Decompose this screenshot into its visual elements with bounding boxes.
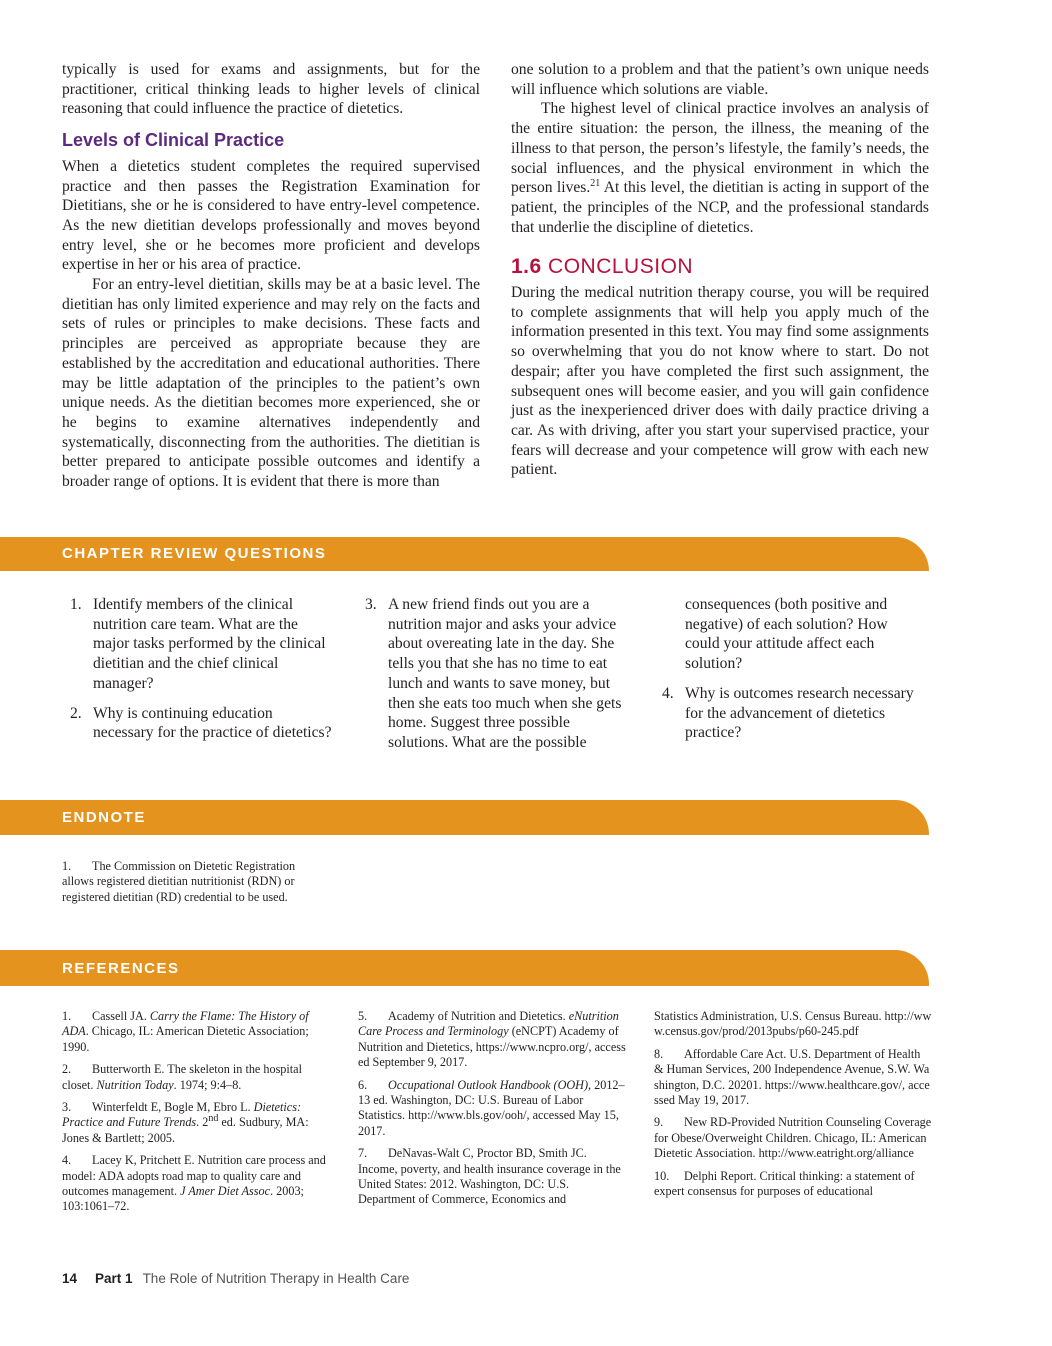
- section-number: 1.6: [511, 255, 542, 279]
- reference-number: 3.: [62, 1100, 72, 1115]
- paragraph: For an entry-level dietitian, skills may be at a basic level. The dietitian has only limited experience and may rely on the facts and sets of rules or principles to make decisions. These facts and principles are perceived as appropriate because they are established by the accreditation and educational authorities. There may be little adaptation of the principles to the patient’s own unique needs. As the dietitian becomes more experienced, she or he begins to examine alternatives independently and systematically, disconnecting from the authorities. The dietitian is better prepared to anticipate possible outcomes and identify a broader range of options. It is evident that there is more than: [62, 276, 480, 491]
- review-question: [365, 595, 627, 753]
- paragraph: During the medical nutrition therapy course, you will be required to complete assignments that will help you apply much of the information presented in this text. You may find some assignments so overwhelming that you do not know where to start. Do not despair; after you have completed the first such assignment, the subsequent ones will become easier, and you will gain confidence just as the inexperienced driver does with daily practice driving a car. As with driving, after you start your supervised practice, your fears will decrease and your competence will grow with each new patient.: [511, 284, 929, 479]
- conclusion-heading: [511, 257, 929, 277]
- paragraph-text: At this level, the dietitian is acting in support of the patient, the principles of the NCP, and the professional standards that underlie the discipline of dietetics.: [511, 179, 930, 236]
- reference-continuation: Statistics Administration, U.S. Census Bureau. http://www.census.gov/prod/2013pubs/p60-245.pdf: [654, 1009, 932, 1039]
- reference-item: [62, 1153, 332, 1215]
- reference-title: Dietetics: Practice and Future Trends: [62, 1100, 302, 1130]
- reference-number: 5.: [358, 1009, 368, 1023]
- endnote-body: The Commission on Dietetic Registration allows registered dietitian nutritionist (RDN) or registered dietitian (RD) credential to be used.: [62, 859, 296, 904]
- reference-text: . Chicago, IL: American Dietetic Association; 1990.: [62, 1024, 309, 1054]
- reference-title: J Amer Diet Assoc: [180, 1184, 271, 1199]
- reference-item: [358, 1009, 628, 1071]
- review-question: [70, 704, 332, 743]
- reference-title: Nutrition Today: [96, 1077, 174, 1092]
- reference-text: Cassell JA.: [92, 1009, 150, 1023]
- reference-number: 4.: [62, 1153, 72, 1168]
- reference-title: Carry the Flame: The History of ADA: [62, 1009, 309, 1039]
- paragraph: typically is used for exams and assignments, but for the practitioner, critical thinking leads to higher levels of clinical reasoning that could influence the practice of dietetics.: [62, 61, 480, 118]
- review-column-3: [662, 595, 924, 753]
- section-title: CONCLUSION: [548, 255, 694, 279]
- endnote-number: 1.: [62, 859, 72, 873]
- page-footer: [62, 1271, 409, 1286]
- reference-text: Winterfeldt E, Bogle M, Ebro L.: [92, 1100, 254, 1115]
- reference-title: eNutrition Care Process and Terminology: [358, 1009, 619, 1039]
- reference-item: [358, 1146, 628, 1208]
- reference-text: ed. Sudbury, MA: Jones & Bartlett; 2005.: [62, 1115, 309, 1145]
- reference-text: . 1974; 9:4–8.: [173, 1077, 242, 1092]
- section-heading: Levels of Clinical Practice: [62, 130, 285, 151]
- paragraph-text: The highest level of clinical practice involves an analysis of the entire situation: the person, the illness, the meaning of the illness to that person, the person’s lifestyle, the family’s needs, the social influences, and the physical environment in which the person lives.: [511, 100, 929, 197]
- question-number: 4.: [662, 684, 674, 702]
- reference-item: [654, 1047, 932, 1109]
- reference-item: [62, 1009, 332, 1055]
- reference-text: . 2003; 103:1061–72.: [62, 1184, 304, 1214]
- review-question: [70, 595, 332, 694]
- left-body-column: [62, 60, 480, 492]
- reference-item: [654, 1169, 932, 1200]
- reference-title: Occupational Outlook Handbook (OOH): [388, 1077, 589, 1092]
- superscript: nd: [208, 1113, 219, 1125]
- reference-number: 6.: [358, 1077, 368, 1092]
- references-column-1: [62, 1009, 332, 1222]
- review-column-2: [365, 595, 627, 763]
- question-continuation: consequences (both positive and negative) of each solution? How could your attitude affect each solution?: [685, 596, 888, 673]
- reference-text: DeNavas-Walt C, Proctor BD, Smith JC. Income, poverty, and health insurance coverage in the United States: 2012. Washington, DC: U.S. Department of Commerce, Economics and: [358, 1146, 621, 1207]
- reference-item: [62, 1100, 332, 1146]
- question-text: Identify members of the clinical nutrition care team. What are the major tasks performed by the clinical dietitian and the chief clinical manager?: [93, 596, 326, 692]
- reference-number: 8.: [654, 1046, 664, 1061]
- page-number: 14: [62, 1271, 78, 1286]
- reference-text: . 2: [196, 1115, 209, 1130]
- endnote-text: [62, 859, 324, 905]
- part-title: The Role of Nutrition Therapy in Health Care: [142, 1271, 410, 1286]
- reference-item: [62, 1062, 332, 1093]
- question-text: Why is outcomes research necessary for the advancement of dietetics practice?: [685, 684, 914, 742]
- reference-text: New RD-Provided Nutrition Counseling Coverage for Obese/Overweight Children. Chicago, IL: American Dietetic Association. http://www.eatright.org/alliance: [654, 1115, 932, 1161]
- endnote-title: ENDNOTE: [62, 809, 146, 826]
- reference-number: 7.: [358, 1146, 368, 1161]
- reference-text: Butterworth E. The skeleton in the hospital closet.: [62, 1062, 302, 1092]
- reference-number: 1.: [62, 1009, 72, 1023]
- references-title: REFERENCES: [62, 960, 180, 977]
- footnote-ref: 21: [590, 178, 601, 190]
- part-label: Part 1: [95, 1271, 133, 1286]
- references-column-3: [654, 1009, 932, 1206]
- reference-number: 2.: [62, 1062, 72, 1077]
- review-column-1: [70, 595, 332, 753]
- reference-text: (eNCPT) Academy of Nutrition and Dietetics, https://www.ncpro.org/, accessed September 9, 2017.: [358, 1024, 626, 1070]
- right-body-column: [511, 60, 929, 480]
- reference-text: Academy of Nutrition and Dietetics.: [388, 1009, 569, 1023]
- paragraph: When a dietetics student completes the required supervised practice and then passes the Registration Examination for Dietitians, she or he is considered to have entry-level competence. As the new dietitian develops professionally and moves beyond entry level, she or he becomes more proficient and develops expertise in her or his area of practice.: [62, 157, 480, 274]
- review-questions-title: CHAPTER REVIEW QUESTIONS: [62, 545, 327, 562]
- reference-text: Delphi Report. Critical thinking: a statement of expert consensus for purposes of educational: [654, 1168, 915, 1199]
- reference-text: Lacey K, Pritchett E. Nutrition care process and model: ADA adopts road map to quality care and outcomes management.: [62, 1153, 326, 1199]
- question-number: 2.: [70, 704, 82, 722]
- question-text: Why is continuing education necessary for the practice of dietetics?: [93, 704, 332, 742]
- references-column-2: [358, 1009, 628, 1215]
- reference-number: 9.: [654, 1115, 664, 1130]
- reference-item: [358, 1078, 628, 1140]
- question-number: 3.: [365, 596, 377, 613]
- reference-item: [654, 1115, 932, 1161]
- reference-text: Affordable Care Act. U.S. Department of Health & Human Services, 200 Independence Avenue, S.W. Washington, D.C. 20201. https://www.healthcare.gov/, accessed May 19, 2017.: [654, 1046, 930, 1108]
- paragraph: one solution to a problem and that the patient’s own unique needs will influence which solutions are viable.: [511, 61, 929, 98]
- question-text: A new friend finds out you are a nutrition major and asks your advice about overeating late in the day. She tells you that she has no time to eat lunch and wants to save money, but then she eats too much when she gets home. Suggest three possible solutions. What are the possible: [388, 596, 622, 751]
- paragraph: [511, 99, 929, 237]
- reference-number: 10.: [654, 1168, 670, 1183]
- review-question: [662, 684, 924, 743]
- question-number: 1.: [70, 596, 82, 613]
- reference-text: , 2012–13 ed. Washington, DC: U.S. Bureau of Labor Statistics. http://www.bls.gov/ooh/, accessed May 15, 2017.: [358, 1077, 625, 1138]
